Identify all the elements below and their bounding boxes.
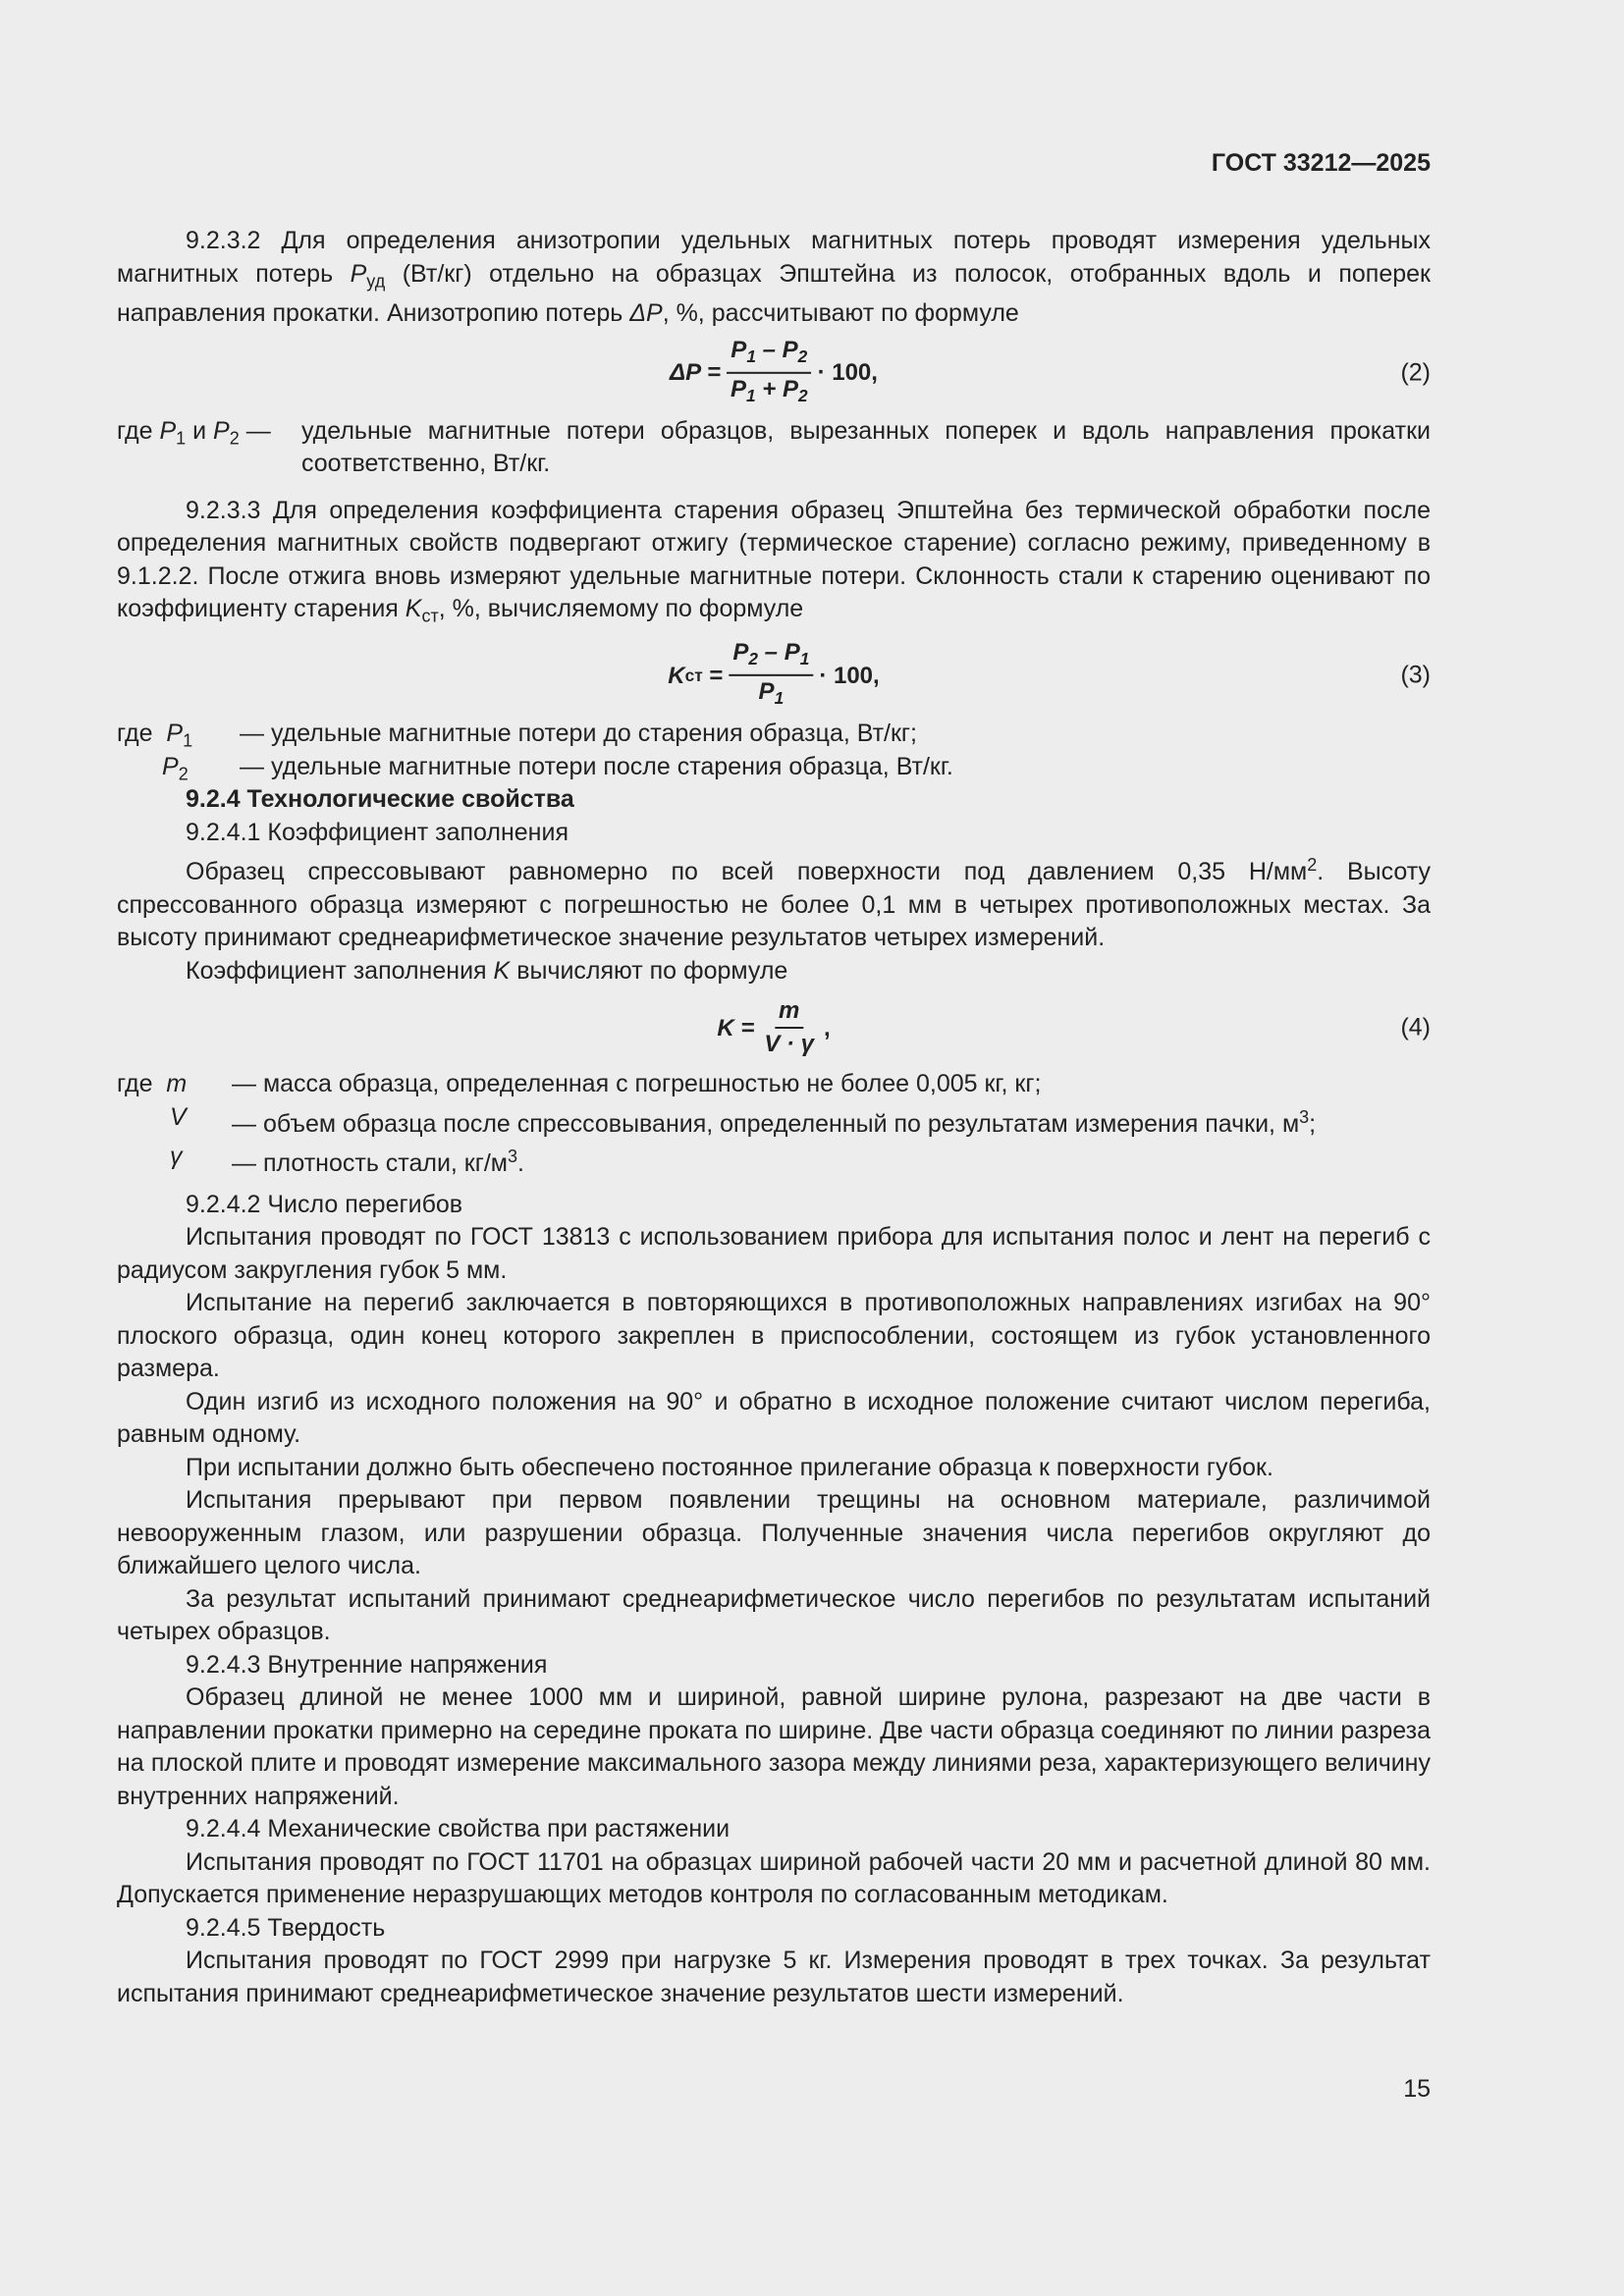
formula-4-body: K = $\frac{m}{V \cdot \gamma}$ , bbox=[717, 997, 831, 1058]
where-block-3: где $P_1$ — удельные магнитные потери до старения образца, Вт/кг; bbox=[117, 720, 917, 751]
subsection-heading-9244: 9.2.4.4 Механические свойства при растяжении bbox=[186, 1815, 731, 1843]
paragraph-9242-4: При испытании должно быть обеспечено постоянное прилегание образца к поверхности губок. bbox=[186, 1453, 1273, 1481]
paragraph-9242-2: Испытание на перегиб заключается в повторяющихся в противоположных направлениях изгибах на 90° плоского образца, один конец которого закреплен в приспособлении, состоящем из губок установленного размера. bbox=[117, 1289, 1431, 1383]
formula-3 bbox=[117, 633, 1431, 718]
formula-2 bbox=[117, 331, 1431, 415]
document-header: ГОСТ 33212—2025 bbox=[1211, 149, 1431, 177]
where-block-4-line-2: V — объем образца после спрессовывания, определенный по результатам измерения пачки, $м^3$; bbox=[170, 1102, 1317, 1138]
page-number: 15 bbox=[1403, 2075, 1431, 2103]
formula-4-fraction: $\frac{m}{V \cdot \gamma}$ bbox=[764, 997, 815, 1058]
paragraph-9242-3: Один изгиб из исходного положения на 90° и обратно в исходное положение считают числом перегиба, равным одному. bbox=[117, 1387, 1431, 1449]
subsection-heading-9243: 9.2.4.3 Внутренние напряжения bbox=[186, 1650, 548, 1679]
formula-2-number: (2) bbox=[1400, 358, 1431, 387]
section-heading-924: 9.2.4 Технологические свойства bbox=[186, 785, 574, 814]
subsection-heading-9241: 9.2.4.1 Коэффициент заполнения bbox=[186, 818, 568, 846]
paragraph-9242-5: Испытания прерывают при первом появлении трещины на основном материале, различимой невооруженным глазом, или разрушении образца. Полученные значения числа перегибов округляют до ближайшего целого числа. bbox=[117, 1486, 1431, 1580]
paragraph-9232: 9.2.3.2 Для определения анизотропии удельных магнитных потерь проводят измерения удельных магнитных потерь $P_{уд}$ (Вт/кг) отдельно на образцах Эпштейна из полосок, отобранных вдоль и поперек направления прокатки. Анизотропию потерь ΔP, %, рассчитывают по формуле bbox=[117, 227, 1431, 328]
subsection-heading-9242: 9.2.4.2 Число перегибов bbox=[186, 1190, 463, 1218]
where-block-4-line-3: γ — плотность стали, $кг/м^3$. bbox=[170, 1143, 524, 1178]
paragraph-9242-1: Испытания проводят по ГОСТ 13813 с использованием прибора для испытания полос и лент на перегиб с радиусом закругления губок 5 мм. bbox=[117, 1223, 1431, 1284]
formula-3-body: K ст = $\frac{P_2 - P_1}{P_1}$ · 100, bbox=[668, 638, 879, 713]
formula-4-number: (4) bbox=[1400, 1013, 1431, 1041]
document-body bbox=[117, 225, 1431, 2010]
formula-3-number: (3) bbox=[1400, 661, 1431, 689]
paragraph-9241-a: Образец спрессовывают равномерно по всей поверхности под давлением 0,35 $Н/мм^2$. Высоту спрессованного образца измеряют с погрешностью не более 0,1 мм в четырех противоположных местах. За высоту принимают среднеарифметическое значение результатов четырех измерений. bbox=[117, 855, 1432, 952]
paragraph-9245: Испытания проводят по ГОСТ 2999 при нагрузке 5 кг. Измерения проводят в трех точках. За результат испытания принимают среднеарифметическое значение результатов шести измерений. bbox=[117, 1947, 1431, 2007]
subsection-heading-9245: 9.2.4.5 Твердость bbox=[186, 1913, 386, 1942]
formula-2-fraction: $\frac{P_1 - P_2}{P_1 + P_2}$ bbox=[727, 336, 812, 410]
paragraph-9233: 9.2.3.3 Для определения коэффициента старения образец Эпштейна без термической обработки после определения магнитных свойств подвергают отжигу (термическое старение) согласно режиму, приведенному в 9.1.2.2. После отжига вновь измеряют удельные магнитные потери. Склонность стали к старению оценивают по коэффициенту старения $K_{ст}$, %, вычисляемому по формуле bbox=[117, 496, 1431, 626]
where-block-3-line-2: $P_2$ — удельные магнитные потери после старения образца, Вт/кг. bbox=[162, 752, 953, 784]
paragraph-9242-6: За результат испытаний принимают среднеарифметическое число перегибов по результатам испытаний четырех образцов. bbox=[117, 1584, 1431, 1646]
where-block-2: где $P_1$ и $P_2$ — удельные магнитные потери образцов, вырезанных поперек и вдоль направления прокатки соответственно, Вт/кг. bbox=[117, 416, 1431, 478]
paragraph-9243: Образец длиной не менее 1000 мм и шириной, равной ширине рулона, разрезают на две части в направлении прокатки примерно на середине проката по ширине. Две части образца соединяют по линии разреза на плоской плите и проводят измерение максимального зазора между линиями реза, характеризующего величину внутренних напряжений. bbox=[117, 1683, 1431, 1810]
paragraph-9244: Испытания проводят по ГОСТ 11701 на образцах шириной рабочей части 20 мм и расчетной длиной 80 мм. Допускается применение неразрушающих методов контроля по согласованным методикам. bbox=[117, 1847, 1431, 1909]
where-block-4: где m — масса образца, определенная с погрешностью не более 0,005 кг, кг; bbox=[117, 1070, 1042, 1098]
formula-3-fraction: $\frac{P_2 - P_1}{P_1}$ bbox=[729, 638, 813, 713]
paragraph-9241-b: Коэффициент заполнения K вычисляют по формуле bbox=[186, 956, 788, 985]
formula-2-body: ΔP = $\frac{P_1 - P_2}{P_1 + P_2}$ · 100, bbox=[670, 336, 878, 410]
formula-4 bbox=[117, 988, 1431, 1068]
